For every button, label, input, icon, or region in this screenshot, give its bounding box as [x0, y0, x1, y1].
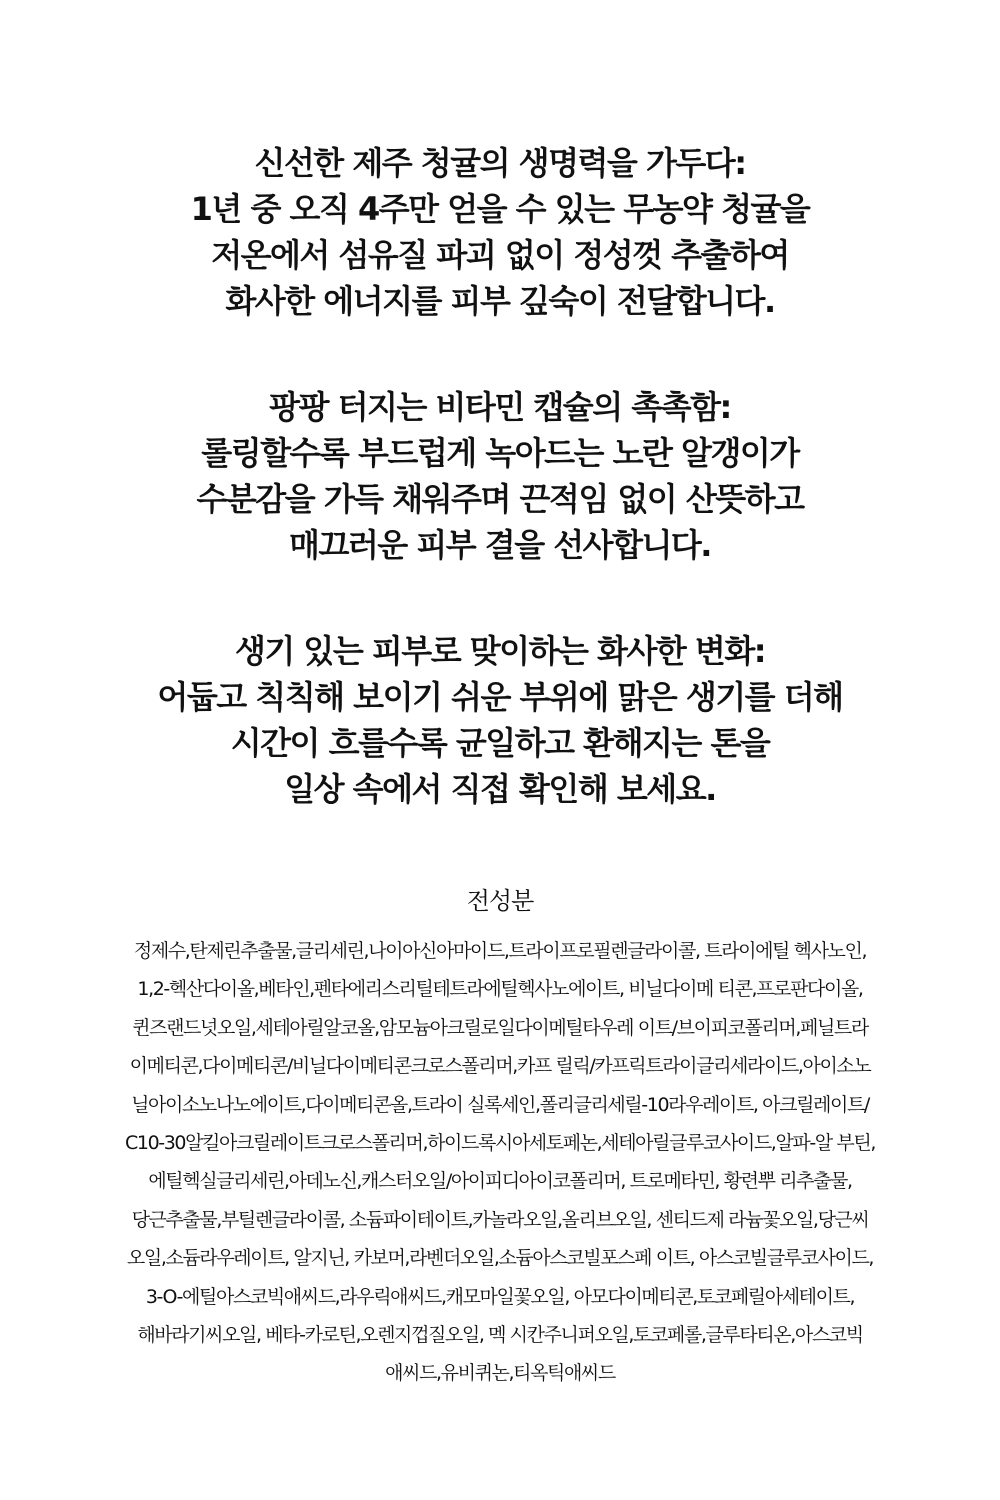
ingredients-line: 에틸헥실글리세린,아데노신,캐스터오일/아이피디아이코폴리머, 트로메타민, 황련뿌 리추출물, — [148, 1170, 852, 1193]
intro-line: 일상 속에서 직접 확인해 보세요. — [284, 770, 716, 808]
intro-line: 수분감을 가득 채워주며 끈적임 없이 산뜻하고 — [196, 480, 804, 518]
ingredients-title: 전성분 — [466, 887, 534, 915]
intro-line: 시간이 흐를수록 균일하고 환해지는 톤을 — [230, 724, 770, 762]
ingredients-section — [50, 878, 950, 1393]
intro-block-bright-change — [0, 628, 1000, 812]
ingredients-line: 해바라기씨오일, 베타-카로틴,오렌지껍질오일, 멕 시칸주니퍼오일,토코페롤,글루타티온,아스코빅 — [137, 1324, 863, 1347]
ingredients-line: C10-30알킬아크릴레이트크로스폴리머,하이드록시아세토페논,세테아릴글루코사이드,알파-알 부틴, — [125, 1132, 875, 1155]
ingredients-line: 당근추출물,부틸렌글라이콜, 소듐파이테이트,카놀라오일,올리브오일, 센티드제 라늄꽃오일,당근씨 — [131, 1208, 869, 1231]
ingredients-list — [50, 932, 950, 1393]
intro-block-fresh-tangerine — [0, 140, 1000, 324]
ingredients-line: 닐아이소노나노에이트,다이메티콘올,트라이 실록세인,폴리글리세릴-10라우레이트, 아크릴레이트/ — [131, 1093, 869, 1116]
ingredients-line: 퀸즈랜드넛오일,세테아릴알코올,암모늄아크릴로일다이메틸타우레 이트/브이피코폴리머,페닐트라 — [132, 1016, 868, 1039]
intro-line: 신선한 제주 청귤의 생명력을 가두다: — [254, 144, 746, 182]
intro-line: 1년 중 오직 4주만 얻을 수 있는 무농약 청귤을 — [190, 190, 810, 228]
intro-line: 저온에서 섬유질 파괴 없이 정성껏 추출하여 — [211, 236, 789, 274]
ingredients-line: 1,2-헥산다이올,베타인,펜타에리스리틸테트라에틸헥사노에이트, 비닐다이메 티콘,프로판다이올, — [137, 978, 863, 1001]
ingredients-line: 이메티콘,다이메티콘/비닐다이메티콘크로스폴리머,카프 릴릭/카프릭트라이글리세라이드,아이소노 — [129, 1055, 871, 1078]
intro-line: 생기 있는 피부로 맞이하는 화사한 변화: — [234, 632, 766, 670]
intro-line: 롤링할수록 부드럽게 녹아드는 노란 알갱이가 — [201, 434, 799, 472]
intro-line: 어둡고 칙칙해 보이기 쉬운 부위에 맑은 생기를 더해 — [157, 678, 843, 716]
ingredients-line: 3-O-에틸아스코빅애씨드,라우릭애씨드,캐모마일꽃오일, 아모다이메티콘,토코페릴아세테이트, — [145, 1285, 855, 1308]
intro-copy — [0, 140, 1000, 872]
ingredients-line: 애씨드,유비퀴논,티옥틱애씨드 — [385, 1362, 615, 1385]
ingredients-line: 정제수,탄제린추출물,글리세린,나이아신아마이드,트라이프로필렌글라이콜, 트라이에틸 헥사노인, — [133, 940, 867, 962]
intro-line: 팡팡 터지는 비타민 캡슐의 촉촉함: — [269, 388, 731, 426]
intro-block-vitamin-capsule — [0, 384, 1000, 568]
intro-line: 매끄러운 피부 결을 선사합니다. — [289, 526, 711, 564]
ingredients-line: 오일,소듐라우레이트, 알지닌, 카보머,라벤더오일,소듐아스코빌포스페 이트, 아스코빌글루코사이드, — [126, 1247, 874, 1270]
intro-line: 화사한 에너지를 피부 깊숙이 전달합니다. — [225, 282, 775, 320]
